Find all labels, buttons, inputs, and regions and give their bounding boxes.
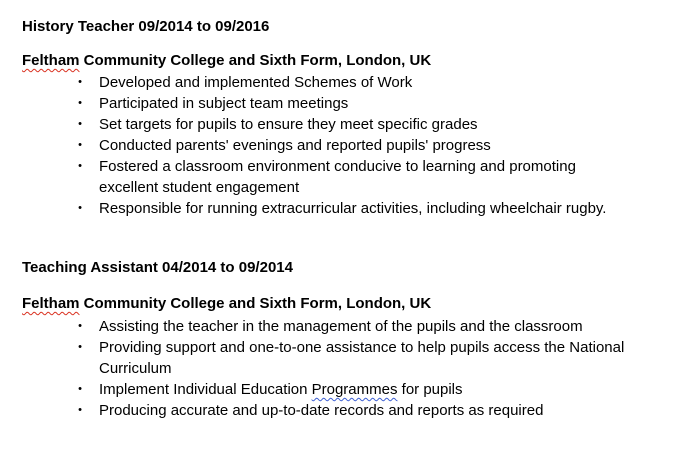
list-item: • Responsible for running extracurricular activities, including wheelchair rugby. [0,198,639,219]
bullet-icon: • [78,383,82,395]
list-item: • Providing support and one-to-one assistance to help pupils access the National Curriculum [0,337,639,379]
responsibility-list [0,72,640,219]
job-title: Teaching Assistant 04/2014 to 09/2014 [22,259,293,276]
bullet-icon: • [78,404,82,416]
bullet-icon: • [78,160,82,172]
employer-text: Community College and Sixth Form, London, UK [79,295,432,312]
list-item: • Developed and implemented Schemes of Work [0,72,639,93]
grammar-flagged-word: Programmes [311,381,398,398]
employer-line [22,50,431,71]
employer-line [22,293,431,314]
spellcheck-flagged-word: Feltham [22,295,80,312]
bullet-icon: • [78,76,82,88]
bullet-icon: • [78,202,82,214]
list-item: • Producing accurate and up-to-date records and reports as required [0,400,639,421]
spellcheck-flagged-word: Feltham [22,52,80,69]
job-title: History Teacher 09/2014 to 09/2016 [22,18,270,35]
bullet-icon: • [78,320,82,332]
list-item: • Participated in subject team meetings [0,93,639,114]
employer-text: Community College and Sixth Form, London, UK [79,52,432,69]
bullet-icon: • [78,139,82,151]
bullet-icon: • [78,341,82,353]
bullet-icon: • [78,118,82,130]
list-item: • Conducted parents' evenings and reported pupils' progress [0,135,639,156]
responsibility-list [0,316,640,421]
bullet-icon: • [78,97,82,109]
list-item: • Set targets for pupils to ensure they meet specific grades [0,114,639,135]
list-item: • Fostered a classroom environment conducive to learning and promoting excellent student engagement [0,156,639,198]
list-item: • Assisting the teacher in the management of the pupils and the classroom [0,316,639,337]
list-item: • Implement Individual Education Programmes for pupils [0,379,639,400]
